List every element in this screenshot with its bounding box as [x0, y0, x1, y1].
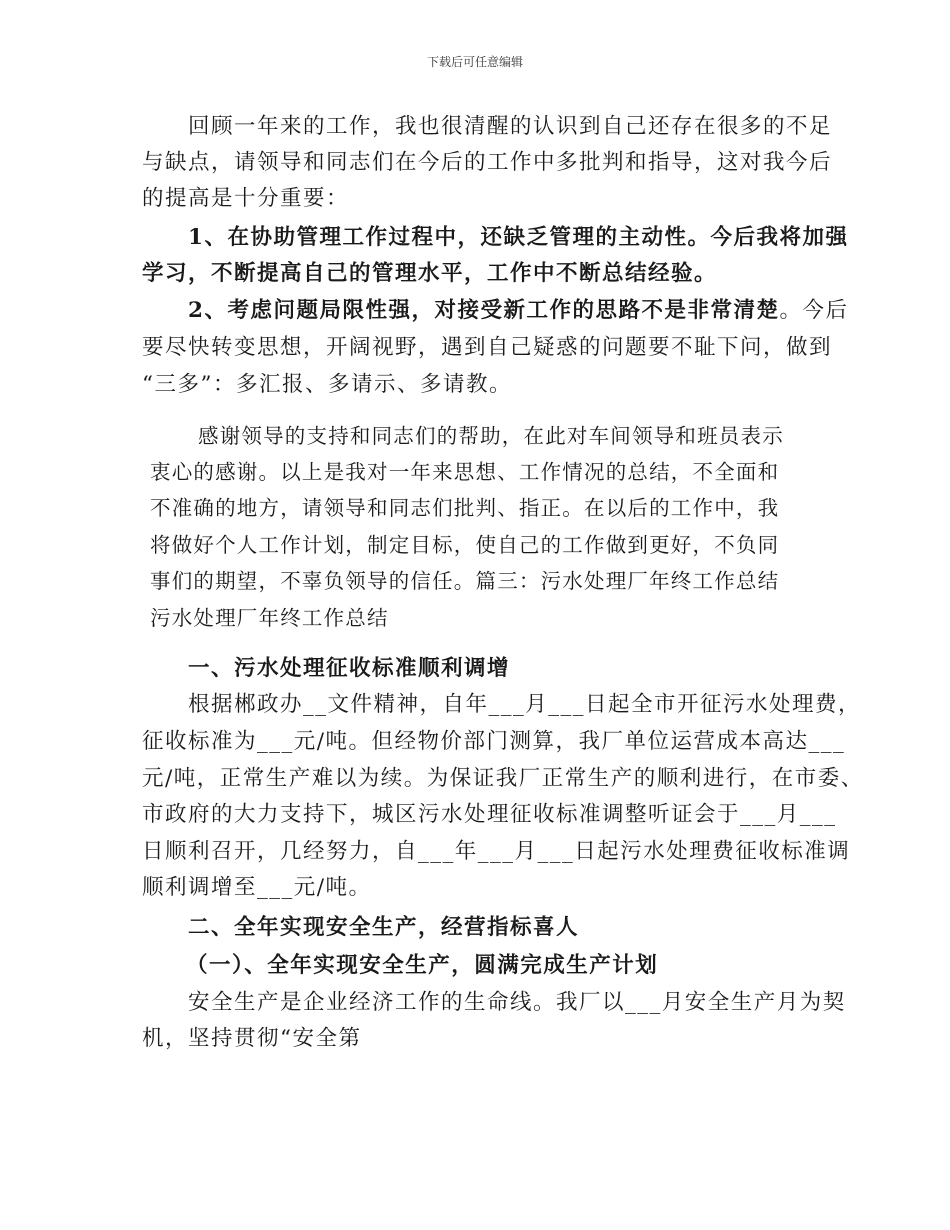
- text-line: 要尽快转变思想，开阔视野，遇到自己疑惑的问题要不耻下问，做到: [142, 335, 833, 360]
- subsection-heading: （一）、全年实现安全生产，圆满完成生产计划: [186, 953, 659, 978]
- text-line: [188, 296, 848, 326]
- normal-text: 。今后: [779, 298, 849, 323]
- text-line: 市政府的大力支持下，城区污水处理征收标准调整听证会于___月___: [142, 802, 837, 827]
- text-line: 的提高是十分重要：: [142, 186, 350, 211]
- text-line: 机，坚持贯彻“安全第: [142, 1026, 362, 1051]
- text-line: 学习，不断提高自己的管理水平，工作中不断总结经验。: [142, 261, 718, 286]
- text-line: 将做好个人工作计划，制定目标，使自己的工作做到更好，不负同: [150, 533, 780, 557]
- text-line: 回顾一年来的工作，我也很清醒的认识到自己还存在很多的不足: [188, 114, 833, 139]
- text-line: 安全生产是企业经济工作的生命线。我厂以___月安全生产月为契: [188, 990, 846, 1015]
- text-line: 日顺利召开，几经努力，自___年___月___日起污水处理费征收标准调: [142, 839, 851, 864]
- text-line: 1、在协助管理工作过程中，还缺乏管理的主动性。今后我将加强: [188, 225, 849, 250]
- page-header: 下载后可任意编辑: [426, 55, 523, 69]
- text-line: 衷心的感谢。以上是我对一年来思想、工作情况的总结，不全面和: [150, 460, 780, 484]
- bold-text: 2、考虑问题局限性强，对接受新工作的思路不是非常清楚: [188, 298, 780, 323]
- section-heading: 一、污水处理征收标准顺利调增: [188, 656, 511, 681]
- text-line: 元/吨，正常生产难以为续。为保证我厂正常生产的顺利进行，在市委、: [142, 766, 864, 791]
- text-line: 不准确的地方，请领导和同志们批判、指正。在以后的工作中，我: [150, 496, 780, 520]
- text-line: 事们的期望，不辜负领导的信任。篇三：污水处理厂年终工作总结: [150, 569, 780, 593]
- text-line: 与缺点，请领导和同志们在今后的工作中多批判和指导，这对我今后: [142, 150, 833, 175]
- text-line: “三多”：多汇报、多请示、多请教。: [142, 372, 512, 397]
- text-line: 顺利调增至___元/吨。: [142, 875, 372, 900]
- section-heading: 二、全年实现安全生产，经营指标喜人: [188, 915, 580, 940]
- text-line: 感谢领导的支持和同志们的帮助，在此对车间领导和班员表示: [198, 424, 784, 448]
- text-line: 污水处理厂年终工作总结: [150, 606, 389, 630]
- text-line: 征收标准为___元/吨。但经物价部门测算，我厂单位运营成本高达___: [142, 729, 846, 754]
- text-line: 根据郴政办__文件精神，自年___月___日起全市开征污水处理费，: [188, 692, 862, 717]
